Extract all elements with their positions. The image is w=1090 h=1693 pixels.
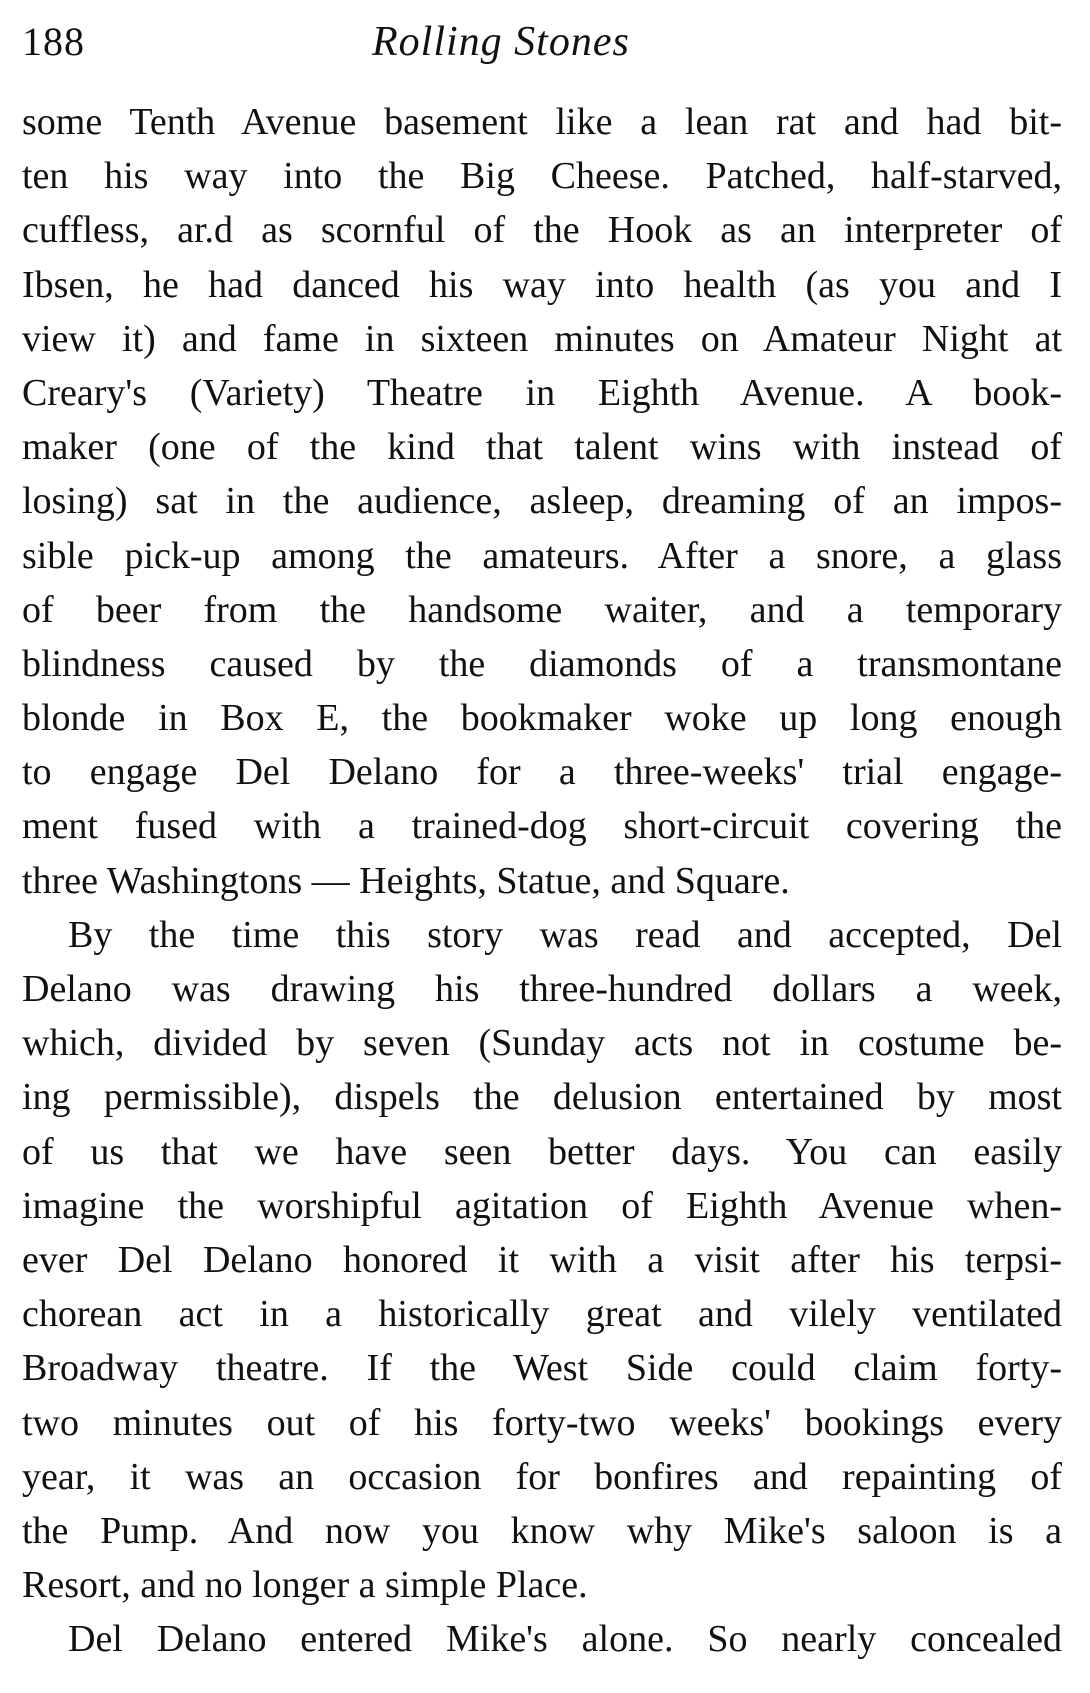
text-line: sible pick-up among the amateurs. After a snore, a glass — [22, 534, 1062, 577]
text-line: Broadway theatre. If the West Side could claim forty- — [22, 1347, 1062, 1390]
text-line: the Pump. And now you know why Mike's saloon is a — [22, 1509, 1062, 1552]
text-line: two minutes out of his forty-two weeks' bookings every — [22, 1401, 1062, 1444]
page-header — [22, 12, 1062, 72]
text-line: losing) sat in the audience, asleep, dreaming of an impos- — [22, 480, 1062, 523]
text-line: ten his way into the Big Cheese. Patched, half-starved, — [22, 155, 1062, 198]
text-line: ing permissible), dispels the delusion entertained by most — [22, 1076, 1062, 1119]
text-line: blonde in Box E, the bookmaker woke up long enough — [22, 697, 1062, 740]
page-number: 188 — [22, 19, 85, 64]
text-line: maker (one of the kind that talent wins with instead of — [22, 426, 1062, 469]
text-line: Creary's (Variety) Theatre in Eighth Avenue. A book- — [22, 371, 1062, 414]
text-line: Ibsen, he had danced his way into health (as you and I — [22, 263, 1062, 306]
text-line: chorean act in a historically great and vilely ventilated — [22, 1293, 1062, 1336]
text-line: ever Del Delano honored it with a visit after his terpsi- — [22, 1238, 1062, 1281]
text-line: of beer from the handsome waiter, and a temporary — [22, 588, 1062, 631]
body-text — [22, 95, 1062, 1666]
text-line: some Tenth Avenue basement like a lean rat and had bit- — [22, 101, 1062, 143]
text-line: view it) and fame in sixteen minutes on Amateur Night at — [22, 317, 1062, 360]
paragraph-start-line: By the time this story was read and accepted, Del — [68, 913, 1062, 956]
text-line: ment fused with a trained-dog short-circuit covering the — [22, 805, 1062, 848]
text-line: of us that we have seen better days. You can easily — [22, 1130, 1062, 1173]
paragraph-end-line: three Washingtons — Heights, Statue, and Square. — [22, 859, 790, 902]
text-line: which, divided by seven (Sunday acts not in costume be- — [22, 1022, 1062, 1065]
text-line: blindness caused by the diamonds of a transmontane — [22, 642, 1062, 685]
running-title: Rolling Stones — [372, 19, 630, 65]
text-line: imagine the worshipful agitation of Eighth Avenue when- — [22, 1184, 1062, 1227]
text-line: cuffless, ar.d as scornful of the Hook as an interpreter of — [22, 209, 1062, 252]
text-line: year, it was an occasion for bonfires and repainting of — [22, 1455, 1062, 1498]
paragraph-end-line: Resort, and no longer a simple Place. — [22, 1564, 588, 1607]
text-line: Delano was drawing his three-hundred dollars a week, — [22, 968, 1062, 1010]
text-line: to engage Del Delano for a three-weeks' trial engage- — [22, 751, 1062, 794]
paragraph-start-line: Del Delano entered Mike's alone. So nearly concealed — [68, 1618, 1062, 1661]
